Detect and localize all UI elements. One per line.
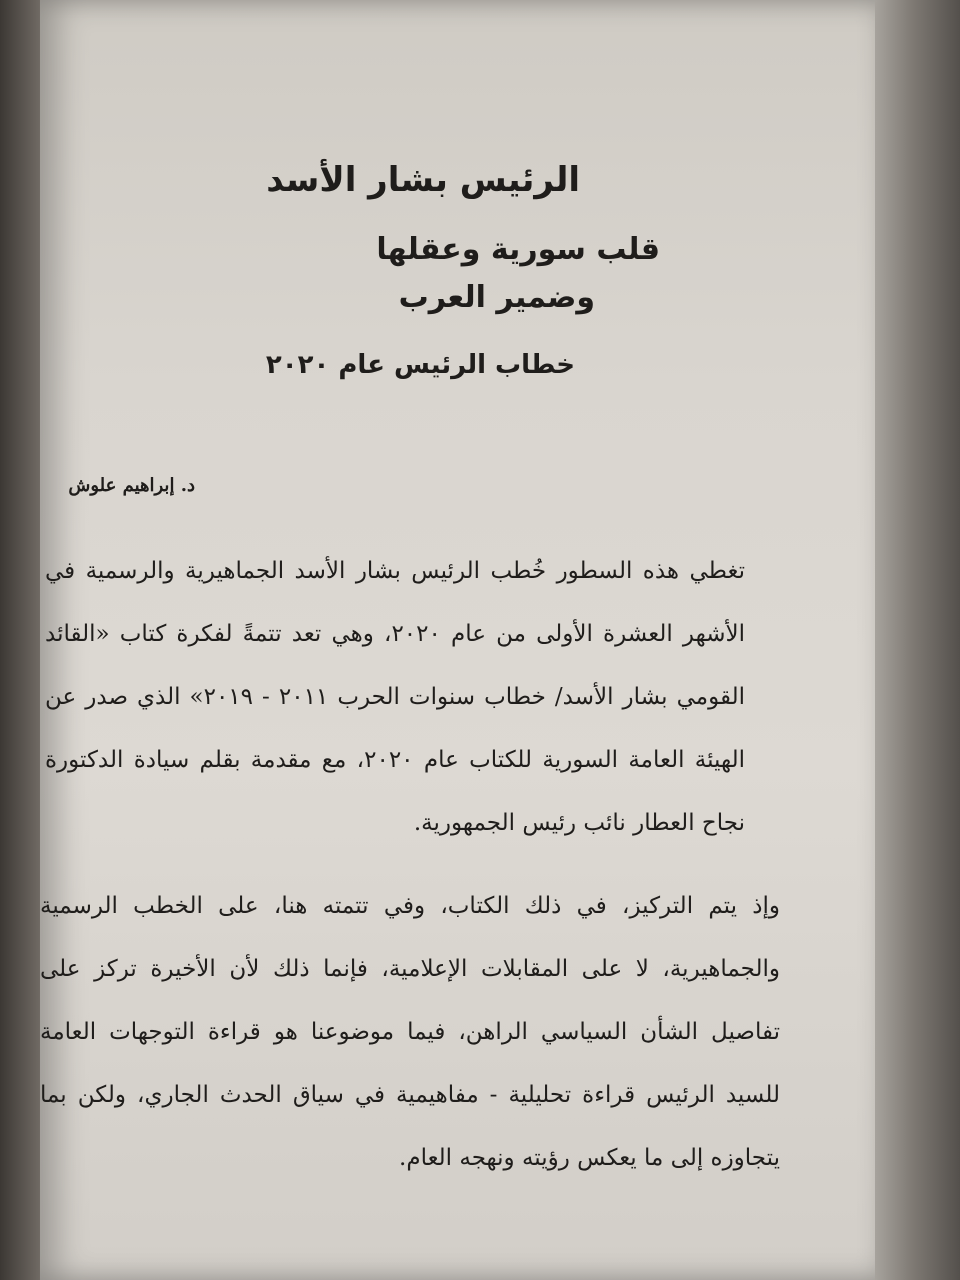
book-page: [40, 0, 885, 1280]
speech-heading: خطاب الرئيس عام ٢٠٢٠: [265, 350, 575, 380]
subtitle-line-2: وضمير العرب: [398, 280, 595, 315]
paragraph-text: تغطي هذه السطور خُطب الرئيس بشار الأسد الجماهيرية والرسمية في الأشهر العشرة الأولى من عام ٢٠٢٠، وهي تعد تتمةً لفكرة كتاب «القائد القومي بشار الأسد/ خطاب سنوات الحرب ٢٠١١ - ٢٠١٩» الذي صدر عن الهيئة العامة السورية للكتاب عام ٢٠٢٠، مع مقدمة بقلم سيادة الدكتورة نجاح العطار نائب رئيس الجمهورية.: [45, 558, 745, 836]
subtitle-line-1: قلب سورية وعقلها: [376, 232, 660, 267]
page-right-edge: [875, 0, 960, 1280]
author-name: د. إبراهيم علوش: [68, 475, 195, 496]
body-paragraph-2: [40, 875, 780, 1190]
paragraph-text: وإذ يتم التركيز، في ذلك الكتاب، وفي تتمته هنا، على الخطب الرسمية والجماهيرية، لا على المقابلات الإعلامية، فإنما ذلك لأن الأخيرة تركز على تفاصيل الشأن السياسي الراهن، فيما موضوعنا هو قراءة التوجهات العامة للسيد الرئيس قراءة تحليلية - مفاهيمية في سياق الحدث الجاري، ولكن بما يتجاوزه إلى ما يعكس رؤيته ونهجه العام.: [40, 893, 781, 1171]
body-paragraph-1: [45, 540, 745, 855]
page-title: الرئيس بشار الأسد: [266, 160, 580, 200]
